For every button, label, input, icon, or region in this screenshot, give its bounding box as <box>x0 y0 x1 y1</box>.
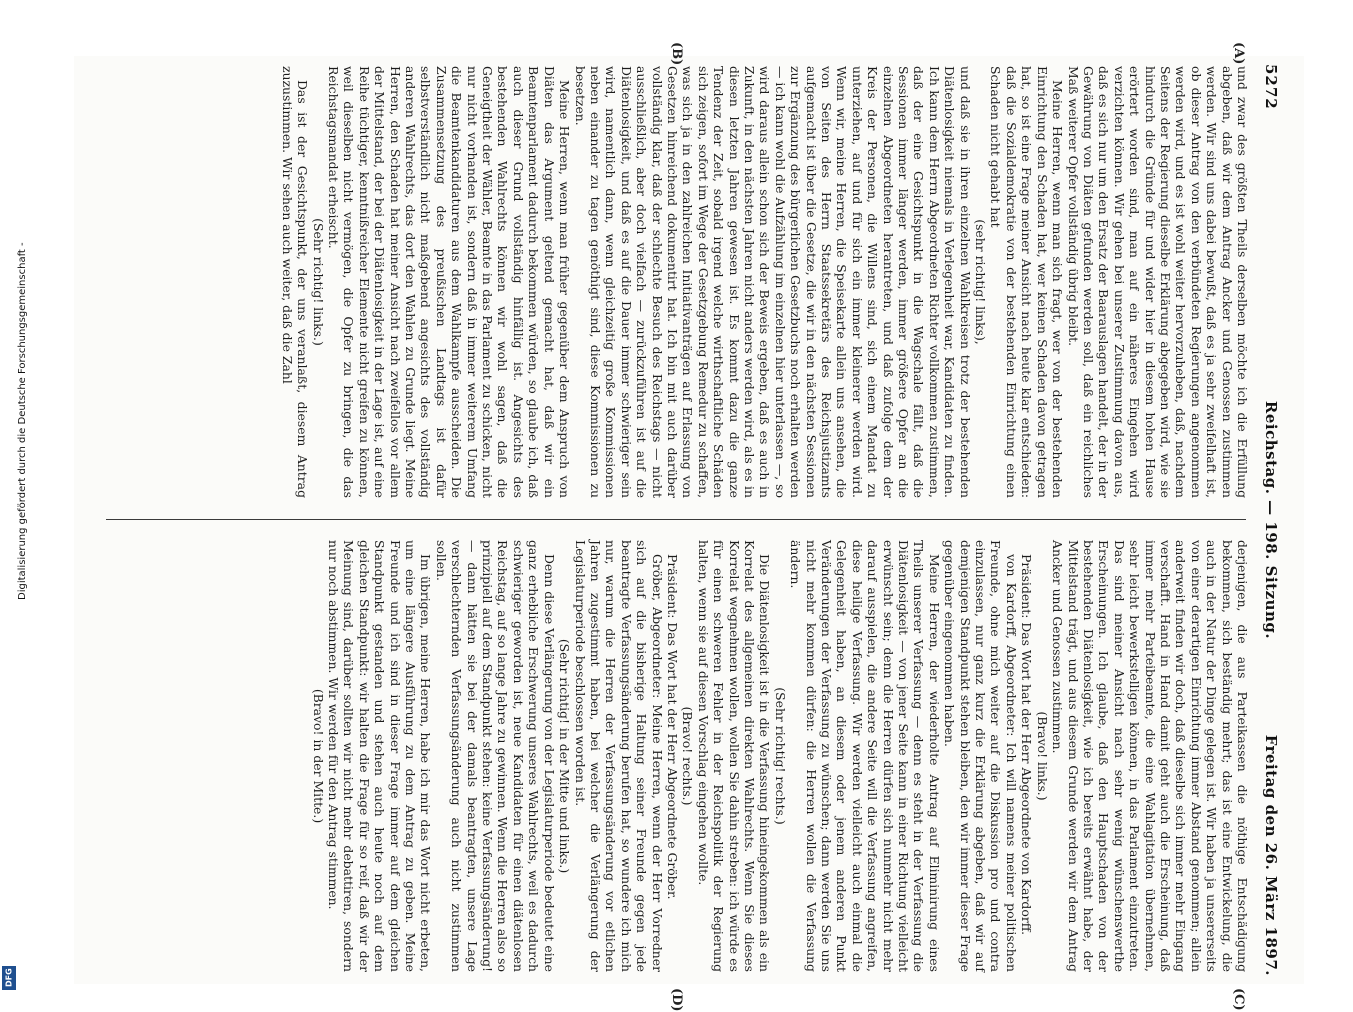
paragraph: Meine Herren, wenn man früher gegenüber dem Anspruch von Diäten das Argument geltend gemacht hat, daß wir ein Beamtenparlament dadurch bekommen würden, so glaube ich, daß auch dieser Grund vollständig hinfällig ist. Angesichts des bestehenden Wahlrechts können wir wohl sagen, daß die Geneigtheit der Wähler, Beamte in das Parlament zu schicken, nicht nur nicht vorhanden ist, sondern daß in immer weiterem Umfang die Beamtenkandidaturen aus dem Wahlkampfe ausscheiden. Die Zusammensetzung des preußischen Landtags ist dafür selbstverständlich nicht maßgebend angesichts des vollständig anderen Wahlrechts, das dort den Wahlen zu Grunde liegt. Meine Herren, den Schaden hat meiner Ansicht nach zweifellos vor allem der Mittelstand, der bei der Diätenlosigkeit in der Lage ist, auf eine Reihe tüchtiger, kenntnißreicher Elemente nicht greifen zu können, weil dieselben nicht vermögen, die Opfer zu bringen, die das Reichstagsmandat erheischt. <box>326 66 573 498</box>
paragraph: Meine Herren, der wiederholte Antrag auf Eliminirung eines Theils unserer Verfassung — denn es steht in der Verfassung die Diätenlosigkeit — von jener Seite kann in einer Richtung vielleicht erwünscht sein; denn die Herren dürfen sich nunmehr nicht mehr darauf ausspielen, die andere Seite will die Verfassung angreifen, diese heilige Verfassung. Wir werden vielleicht auch einmal die Gelegenheit haben, an diesem oder jenem anderen Punkt Veränderungen der Verfassung zu wünschen; dann werden Sie uns nicht mehr kommen dürfen: die Herren wollen die Verfassung ändern. <box>788 540 942 972</box>
session-date: Freitag den 26. März 1897. <box>1262 734 1280 976</box>
paragraph: derjenigen, die aus Parteikassen die nöthige Entschädigung bekommen, sich beständig mehrt; das ist eine Entwickelung, die auch in der Natur der Dinge gelegen ist. Wir haben ja unsererseits von einer derartigen Einrichtung immer Abstand genommen; allein anderweit finden wir doch, daß dieselbe sich immer mehr Eingang verschafft. Hand in Hand damit geht auch die Erscheinung, daß immer mehr Parteibeamte, die eine Wahlagitation übernehmen, sehr leicht bewerkstelligen können, in das Parlament einzutreten. Das sind meiner Ansicht nach sehr wenig wünschenswerthe Erscheinungen. Ich glaube, daß den Hauptschaden von der bestehenden Diätenlosigkeit, wie ich bereits erwähnt habe, der Mittelstand trägt, und aus diesem Grunde werden wir dem Antrag Ancker und Genossen zustimmen. <box>1050 540 1250 972</box>
page-number: 5272 <box>1262 64 1280 110</box>
interjection: (Sehr richtig! links.) <box>310 218 326 346</box>
paragraph: und daß sie in ihren einzelnen Wahlkreisen trotz der bestehenden Diätenlosigkeit niemals in Verlegenheit war, Kandidaten zu finden. Ich kann dem Herrn Abgeordneten Richter vollkommen zustimmen, daß der eine Gesichtspunkt in die Wagschale fällt, daß die Sessionen immer länger werden, immer größere Opfer an die einzelnen Abgeordneten herantreten, und daß zufolge dem der Kreis der Personen, die Willens sind, sich einem Mandat zu unterziehen, auf und für sich ein immer kleinerer werden wird. Wenn wir, meine Herren, die Speisekarte allein uns ansehen, die von Seiten des Herrn Staatssekretärs des Reichsjustizamts aufgemacht ist über die Gesetze, die wir in den nächsten Sessionen zur Ergänzung des bürgerlichen Gesetzbuchs noch erhalten werden — ich kann wohl die Aufzählung im einzelnen hier unterlassen —, so wird daraus allein schon sich der Beweis ergeben, daß es auch in Zukunft, in den nächsten Jahren nicht anders werden wird, als es in diesen letzten Jahren gewesen ist. Es kommt dazu die ganze Tendenz der Zeit, sobald irgend welche wirthschaftliche Schäden sich zeigen, sofort im Wege der Gesetzgebung Remedur zu schaffen, was sich ja in den zahlreichen Initiativanträgen auf Erlassung von Gesetzen hinreichend dokumentirt hat. Ich bin mit auch darüber vollständig klar, daß der schlechte Besuch des Reichstags — nicht ausschließlich, aber doch vielfach — zurückzuführen ist auf die Diätenlosigkeit, und daß es auf die Dauer immer schwieriger sein wird, namentlich dann, wenn gleichzeitig große Kommissionen neben einander zu tagen genöthigt sind, diese Kommissionen zu besetzen. <box>572 66 973 499</box>
paragraph: Denn diese Verlängerung von der Legislaturperiode bedeutet eine ganz erhebliche Erschwerung unseres Wahlrechts, weil es dadurch schwieriger geworden ist, neue Kandidaten für einen diätenlosen Reichstag, auf so lange Jahre zu gewinnen. Wenn die Herren also so prinzipiell auf dem Standpunkt stehen: keine Verfassungsänderung! — dann hätten sie bei der damals beantragten, unsere Lage verschlechternden Verfassungsänderung auch nicht zustimmen sollen. <box>433 540 557 972</box>
interjection: (Sehr richtig! in der Mitte und links.) <box>557 638 573 874</box>
right-column <box>100 540 1250 972</box>
left-column <box>100 66 1250 498</box>
document-page <box>84 42 1284 1012</box>
running-title: Reichstag. — 198. Sitzung. <box>1262 400 1280 640</box>
credit-text: Digitalisierung gefördert durch die Deutsche Forschungsgemeinschaft - <box>17 242 28 600</box>
page-header <box>1254 56 1284 984</box>
interjection: (Sehr richtig! rechts.) <box>772 687 788 825</box>
margin-marker-c: (C) <box>1231 988 1246 1011</box>
margin-marker-a: (A) <box>1231 42 1246 65</box>
speaker-paragraph: Gröber, Abgeordneter: Meine Herren, wenn der Herr Vorredner sich auf die bisherige Haltung seiner Freunde gegen jede beantragte Verfassungsänderung berufen hat, so wundere ich mich nur, warum die Herren der Verfassungsänderung vor etlichen Jahren zugestimmt haben, bei welcher die Verlängerung der Legislaturperiode beschlossen worden ist. <box>572 540 665 972</box>
paragraph: Das ist der Gesichtspunkt, der uns veranlaßt, diesem Antrag zuzustimmen. Wir sehen auch weiter, daß die Zahl <box>279 66 311 498</box>
speaker-paragraph: Präsident: Das Wort hat der Herr Abgeordnete von Kardorff. <box>1019 554 1035 936</box>
dfg-logo: DFG <box>2 966 16 990</box>
paragraph: und zwar des größten Theils derselben möchte ich die Erfüllung abgeben, daß wir dem Antrag Ancker und Genossen zustimmen werden. Wir sind uns dabei bewußt, daß es ja sehr zweifelhaft ist, ob dieser Antrag von den verbündeten Regierungen angenommen werden wird, und es ist wohl weiter hervorzuheben, daß, nachdem Seitens der Regierung dieselbe Erklärung abgegeben wird, wie sie hindurch die Gründe für und wider hier in diesem hohen Hause erörtert worden sind, man auf ein näheres Eingehen wird verzichten können. Wir gehen bei unserer Zustimmung davon aus, daß es sich nur um den Ersatz der Baarauslagen handelt, der in der Gewährung von Diäten gefunden werden soll, daß ein reichliches Maß weiterer Opfer vollständig übrig bleibt. <box>1065 66 1250 498</box>
margin-marker-b: (B) <box>669 42 684 66</box>
paragraph: Im übrigen, meine Herren, habe ich mir das Wort nicht erbeten, um eine längere Ausführung zu dem Antrag zu geben. Meine Freunde und ich sind in dieser Frage immer auf dem gleichen Standpunkt gestanden und stehen auch heute noch auf dem gleichen Standpunkt: wir halten die Frage für so reif, daß wir der Meinung sind, darüber sollten wir nicht mehr debattiren, sondern nur noch abstimmen. Wir werden für den Antrag stimmen. <box>326 540 434 972</box>
speaker-paragraph: von Kardorff, Abgeordneter: Ich will namens meiner politischen Freunde, ohne mich weiter auf die Diskussion pro und contra einzulassen, nur ganz kurz die Erklärung abgeben, daß wir auf demjenigen Standpunkt stehen bleiben, den wir immer dieser Frage gegenüber eingenommen haben. <box>942 540 1019 972</box>
margin-marker-d: (D) <box>669 988 684 1012</box>
digitization-credit <box>0 0 28 1000</box>
interjection: (Bravo! in der Mitte.) <box>310 688 326 824</box>
paragraph: Meine Herren, wenn man sich fragt, wer von der bestehenden Einrichtung den Schaden hat, wer keinen Schaden davon getragen hat, so ist eine Frage meiner Ansicht nach heute klar entschieden: daß die Sozialdemokratie von der bestehenden Einrichtung einen Schaden nicht gehabt hat <box>988 66 1066 498</box>
speaker-paragraph: Präsident: Das Wort hat der Herr Abgeordnete Gröber. <box>664 554 680 900</box>
interjection: (Bravo! links.) <box>1034 711 1050 801</box>
interjection: (Bravo! rechts.) <box>680 706 696 806</box>
paragraph: Die Diätenlosigkeit ist in die Verfassung hineingekommen als ein Korrelat des allgemeinen direkten Wahlrechts. Wenn Sie dieses Korrelat wegnehmen wollen, wollen Sie dahin streben: ich würde es für einen schweren Fehler in der Reichspolitik der Regierung halten, wenn sie auf diesen Vorschlag eingehen wollte. <box>695 540 773 972</box>
interjection: (sehr richtig! links), <box>973 219 989 345</box>
column-divider <box>106 519 1246 520</box>
